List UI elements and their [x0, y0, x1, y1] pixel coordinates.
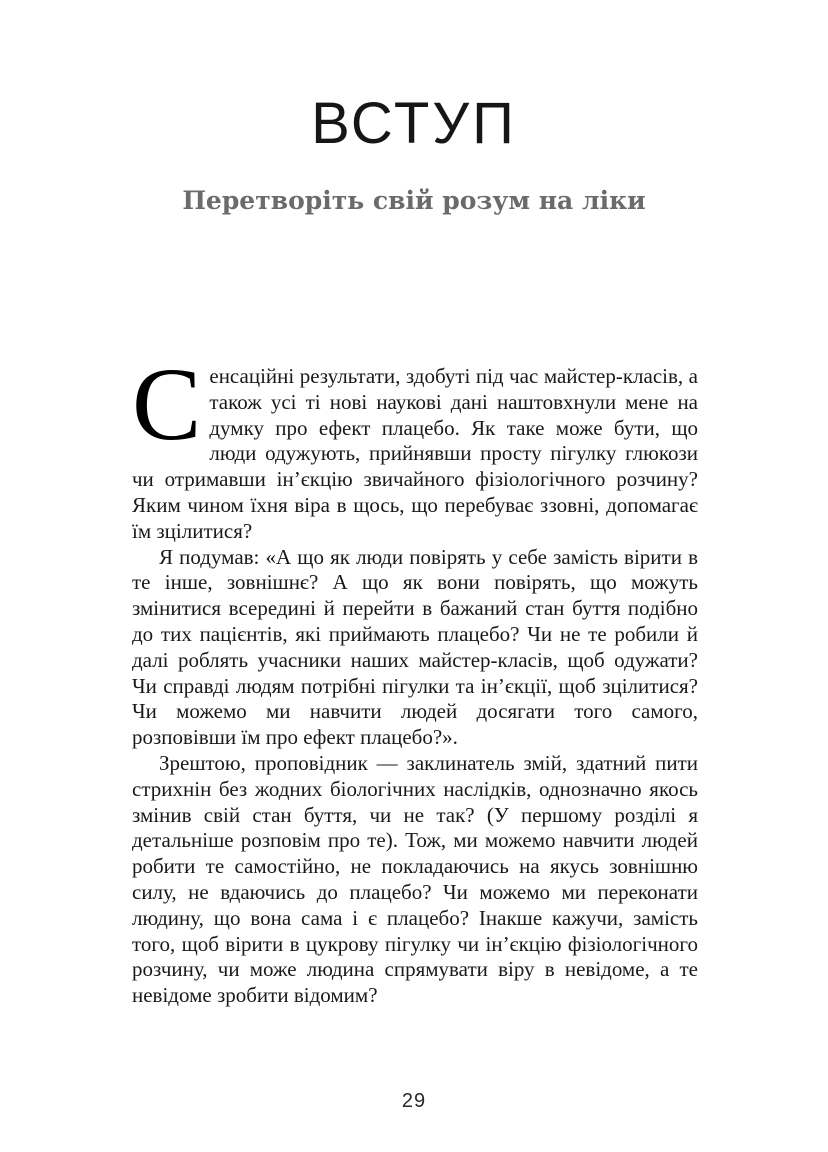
paragraph: Я подумав: «А що як люди повірять у себе замість вірити в те інше, зовнішнє? А що як вони повірять, що можуть змінитися всередині й перейти в бажаний стан буття подібно до тих пацієнтів, які приймають плацебо? Чи не те робили й далі роблять учасники наших майстер-класів, щоб одужати? Чи справді людям потрібні пігулки та ін’єкції, щоб зцілитися? Чи можемо ми навчити людей досягати того самого, розповівши їм про ефект плацебо?».: [132, 544, 698, 750]
chapter-subtitle: Перетворіть свій розум на ліки: [182, 186, 646, 215]
chapter-title: ВСТУП: [311, 91, 517, 156]
paragraph: Зрештою, проповідник — заклинатель змій, здатний пити стрихнін без жодних біологічних наслідків, однозначно якось змінив свій стан буття, чи не так? (У першому розділі я детальніше розповім про те). Тож, ми можемо навчити людей робити те самостійно, не покладаючись на якусь зовнішню силу, не вдаючись до плацебо? Чи можемо ми переконати людину, що вона сама і є плацебо? Інакше кажучи, замість того, щоб вірити в цукрову пігулку чи ін’єкцію фізіологічного розчину, чи може людина спрямувати віру в невідоме, а те невідоме зробити відомим?: [132, 750, 698, 1008]
drop-cap: С: [132, 347, 202, 462]
paragraph: Сенсаційні результати, здобуті під час майстер-класів, а також усі ті нові наукові дані наштовхнули мене на думку про ефект плацебо. Як таке може бути, що люди одужують, прийнявши просту пігулку глюкози чи отримавши ін’єкцію звичайного фізіологічного розчину? Яким чином їхня віра в щось, що перебуває ззовні, допомагає їм зцілитися?: [132, 347, 698, 543]
page-number: 29: [401, 1090, 427, 1112]
body-text: [132, 347, 698, 1009]
